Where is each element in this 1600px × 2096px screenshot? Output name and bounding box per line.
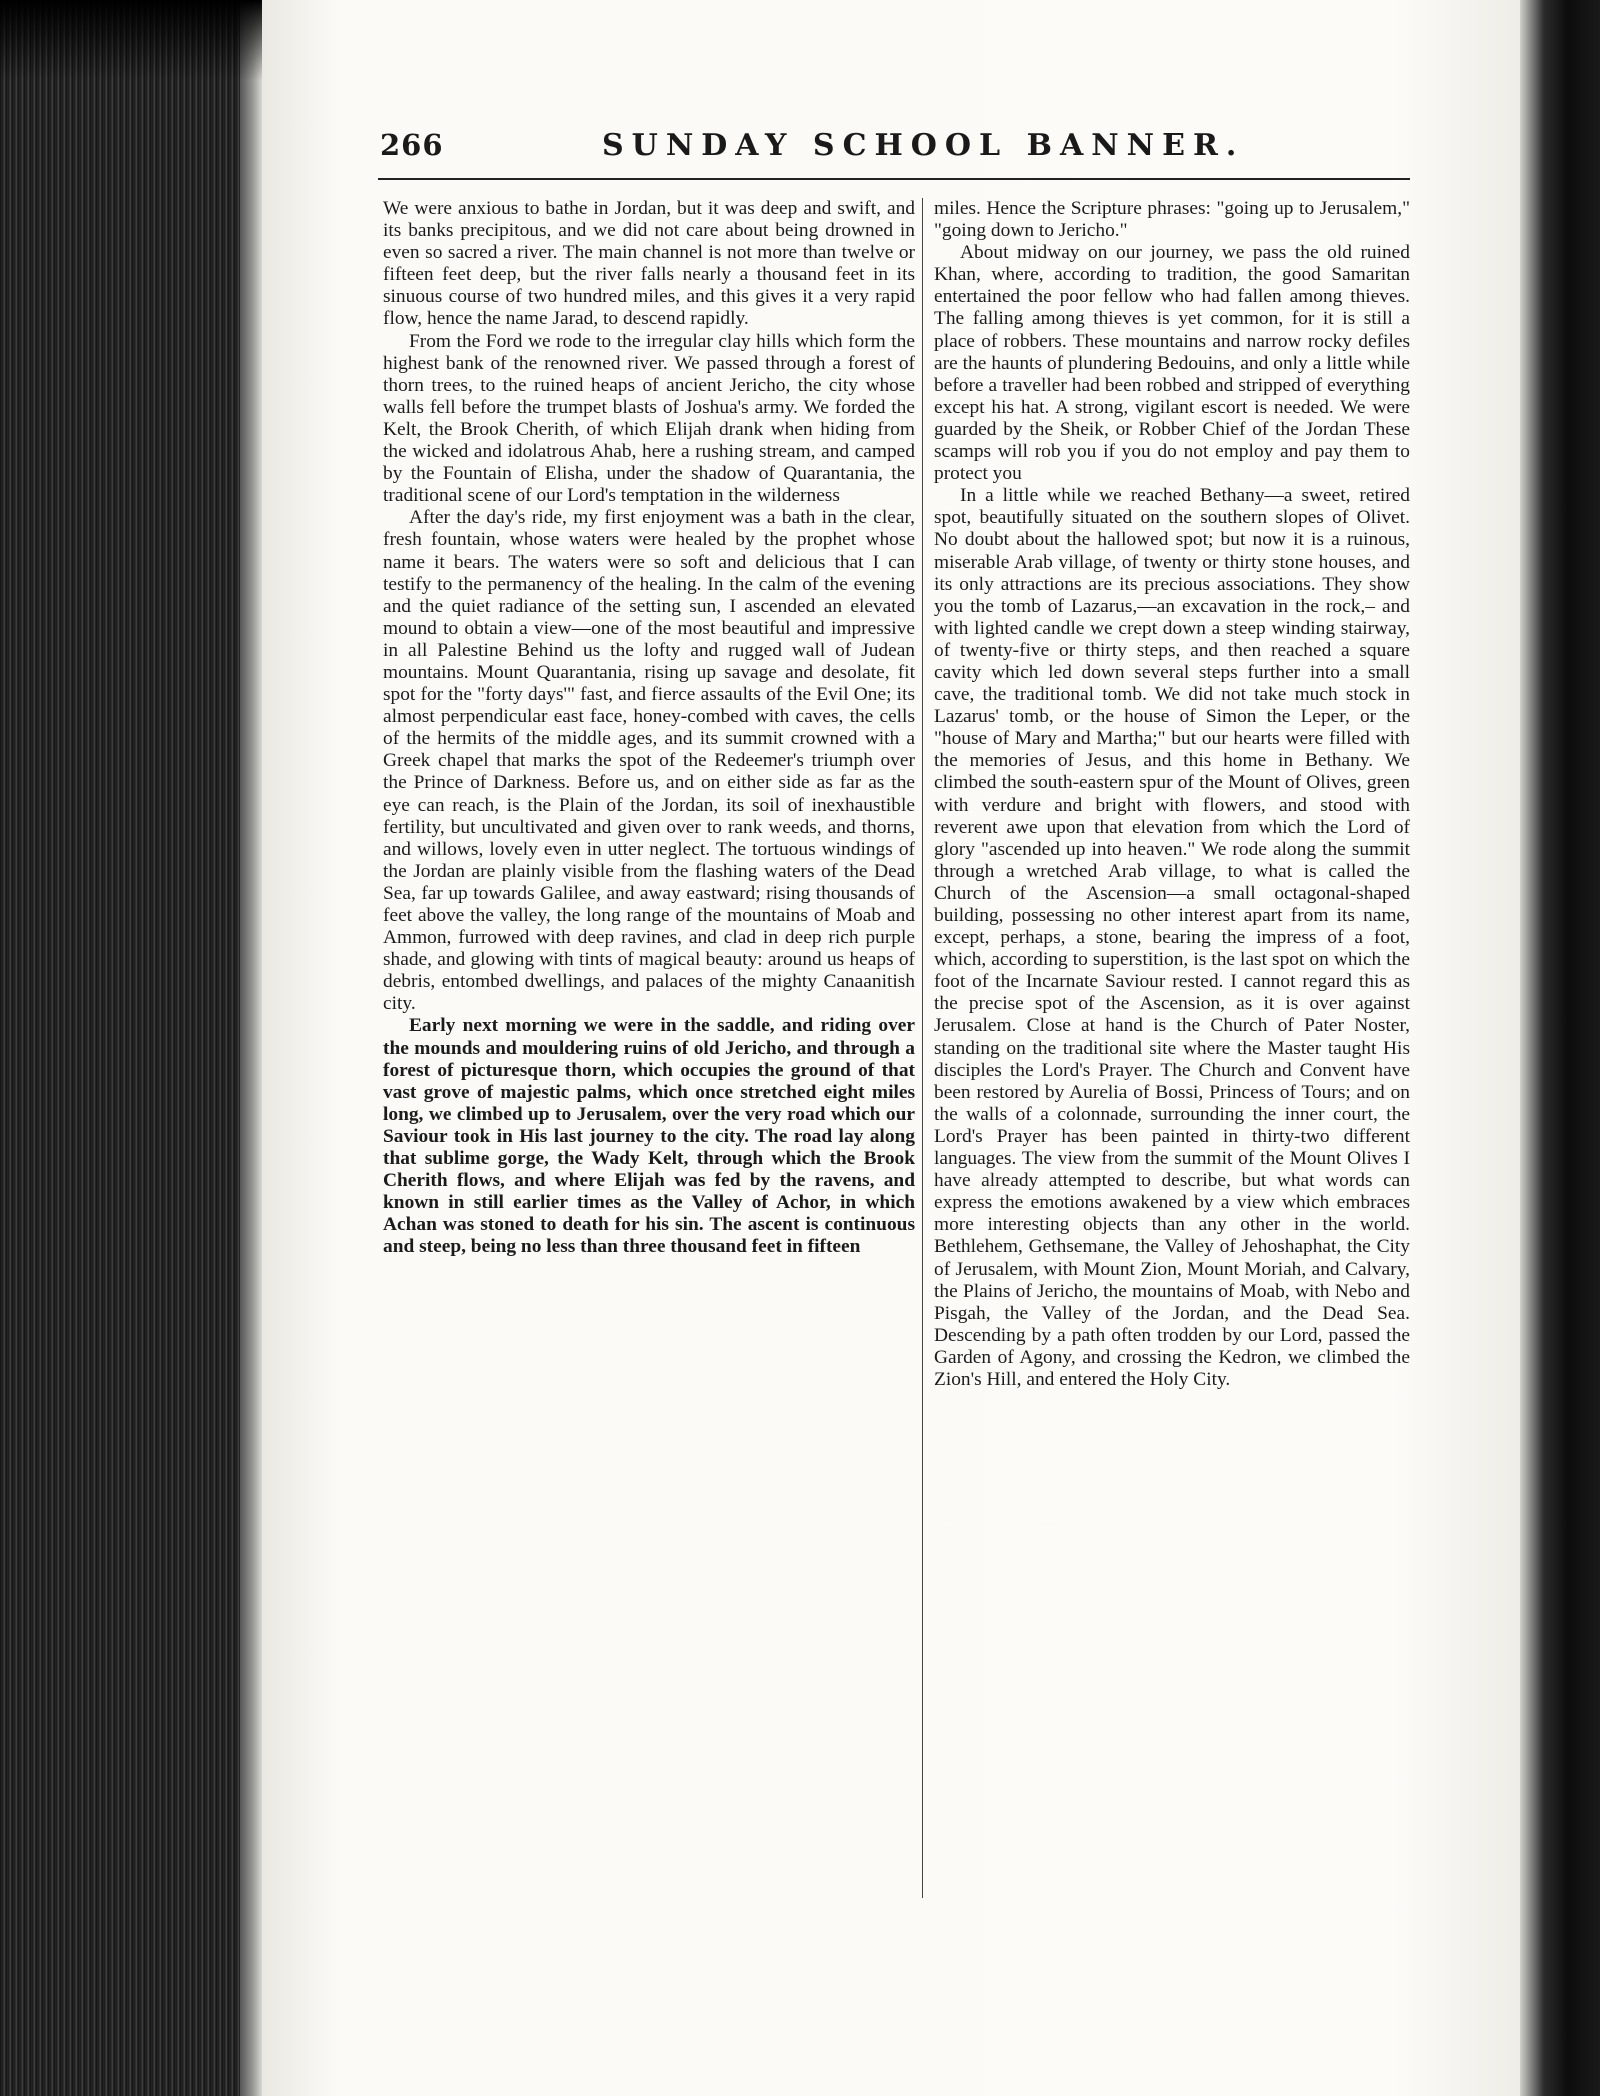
adjacent-page-edge (1520, 0, 1600, 2096)
page-number: 266 (380, 128, 444, 162)
paragraph: In a little while we reached Bethany—a sweet, retired spot, beautifully situated on the southern slopes of Olivet. No doubt about the hallowed spot; but now it is a ruinous, miserable Arab village, of twenty or thirty stone houses, and its only attractions are its precious associations. They show you the tomb of Lazarus,—an excavation in the rock,– and with lighted candle we crept down a steep winding stairway, of twenty-five or thirty steps, and then reached a square cavity which led down several steps further into a small cave, the traditional tomb. We did not take much stock in Lazarus' tomb, or the house of Simon the Leper, or the "house of Mary and Martha;" but our hearts were filled with the memories of Jesus, and this home in Bethany. We climbed the south-eastern spur of the Mount of Olives, green with verdure and bright with flowers, and stood with reverent awe upon that elevation from which the Lord of glory "ascended up into heaven." We rode along the summit through a wretched Arab village, to what is called the Church of the Ascension—a small octagonal-shaped building, possessing no other interest apart from its name, except, perhaps, a stone, bearing the impress of a foot, which, according to superstition, is the last spot on which the foot of the Incarnate Saviour rested. I cannot regard this as the precise spot of the Ascension, as it is over against Jerusalem. Close at hand is the Church of Pater Noster, standing on the traditional site where the Master taught His disciples the Lord's Prayer. The Church and Convent have been restored by Aurelia of Bossi, Princess of Tours; and on the walls of a colonnade, surrounding the inner court, the Lord's Prayer has been painted in thirty-two different languages. The view from the summit of the Mount Olives I have already attempted to describe, but what words can express the emotions awakened by a view which embraces more interesting objects than any other in the world. Bethlehem, Gethsemane, the Valley of Jehoshaphat, the City of Jerusalem, with Mount Zion, Mount Moriah, and Calvary, the Plains of Jericho, the mountains of Moab, with Nebo and Pisgah, the Valley of the Jordan, and the Dead Sea. Descending by a path often trodden by our Lord, passed the Garden of Agony, and crossing the Kedron, we climbed the Zion's Hill, and entered the Holy City. (934, 485, 1410, 1390)
paragraph: We were anxious to bathe in Jordan, but it was deep and swift, and its banks precipitous, and we did not care about being drowned in even so sacred a river. The main channel is not more than twelve or fifteen feet deep, but the river falls nearly a thousand feet in its sinuous course of two hundred miles, and this gives it a very rapid flow, hence the name Jarad, to descend rapidly. (383, 198, 915, 330)
right-column (934, 198, 1410, 1391)
binding-shadow (0, 0, 262, 80)
running-title: SUNDAY SCHOOL BANNER. (602, 128, 1245, 163)
paragraph: After the day's ride, my first enjoyment was a bath in the clear, fresh fountain, whose waters were healed by the prophet whose name it bears. The waters were so soft and delicious that I can testify to the permanency of the healing. In the calm of the evening and the quiet radiance of the setting sun, I ascended an elevated mound to obtain a view—one of the most beautiful and impressive in all Palestine Behind us the lofty and rugged wall of Judean mountains. Mount Quarantania, rising up savage and desolate, fit spot for the "forty days'" fast, and fierce assaults of the Evil One; its almost perpendicular east face, honey-combed with caves, the cells of the hermits of the middle ages, and its summit crowned with a Greek chapel that marks the spot of the Redeemer's triumph over the Prince of Darkness. Before us, and on either side as far as the eye can reach, is the Plain of the Jordan, its soil of inexhaustible fertility, but uncultivated and given over to rank weeds, and thorns, and willows, lovely even in utter neglect. The tortuous windings of the Jordan are plainly visible from the flashing waters of the Dead Sea, far up towards Galilee, and away eastward; rising thousands of feet above the valley, the long range of the mountains of Moab and Ammon, furrowed with deep ravines, and clad in deep rich purple shade, and glowing with tints of magical beauty: around us heaps of debris, entombed dwellings, and palaces of the mighty Canaanitish city. (383, 507, 915, 1015)
column-divider (922, 198, 923, 1898)
paragraph: Early next morning we were in the saddle, and riding over the mounds and mouldering ruins of old Jericho, and through a forest of picturesque thorn, which occupies the ground of that vast grove of majestic palms, which once stretched eight miles long, we climbed up to Jerusalem, over the very road which our Saviour took in His last journey to the city. The road lay along that sublime gorge, the Wady Kelt, through which the Brook Cherith flows, and where Elijah was fed by the ravens, and known in still earlier times as the Valley of Achor, in which Achan was stoned to death for his sin. The ascent is continuous and steep, being no less than three thousand feet in fifteen (383, 1015, 915, 1258)
page-header (380, 128, 1410, 176)
paragraph: About midway on our journey, we pass the old ruined Khan, where, according to tradition, the good Samaritan entertained the poor fellow who had fallen among thieves. The falling among thieves is yet common, for it is still a place of robbers. These mountains and narrow rocky defiles are the haunts of plundering Bedouins, and only a little while before a traveller had been robbed and stripped of everything except his hat. A strong, vigilant escort is needed. We were guarded by the Sheik, or Robber Chief of the Jordan These scamps will rob you if you do not employ and pay them to protect you (934, 242, 1410, 485)
header-rule (378, 178, 1410, 180)
paragraph: miles. Hence the Scripture phrases: "going up to Jerusalem," "going down to Jericho." (934, 198, 1410, 242)
book-page-edges (0, 0, 262, 2096)
paragraph: From the Ford we rode to the irregular clay hills which form the highest bank of the renowned river. We passed through a forest of thorn trees, to the ruined heaps of ancient Jericho, the city whose walls fell before the trumpet blasts of Joshua's army. We forded the Kelt, the Brook Cherith, of which Elijah drank when hiding from the wicked and idolatrous Ahab, here a rushing stream, and camped by the Fountain of Elisha, under the shadow of Quarantania, the traditional scene of our Lord's temptation in the wilderness (383, 330, 915, 507)
left-column (383, 198, 915, 1259)
